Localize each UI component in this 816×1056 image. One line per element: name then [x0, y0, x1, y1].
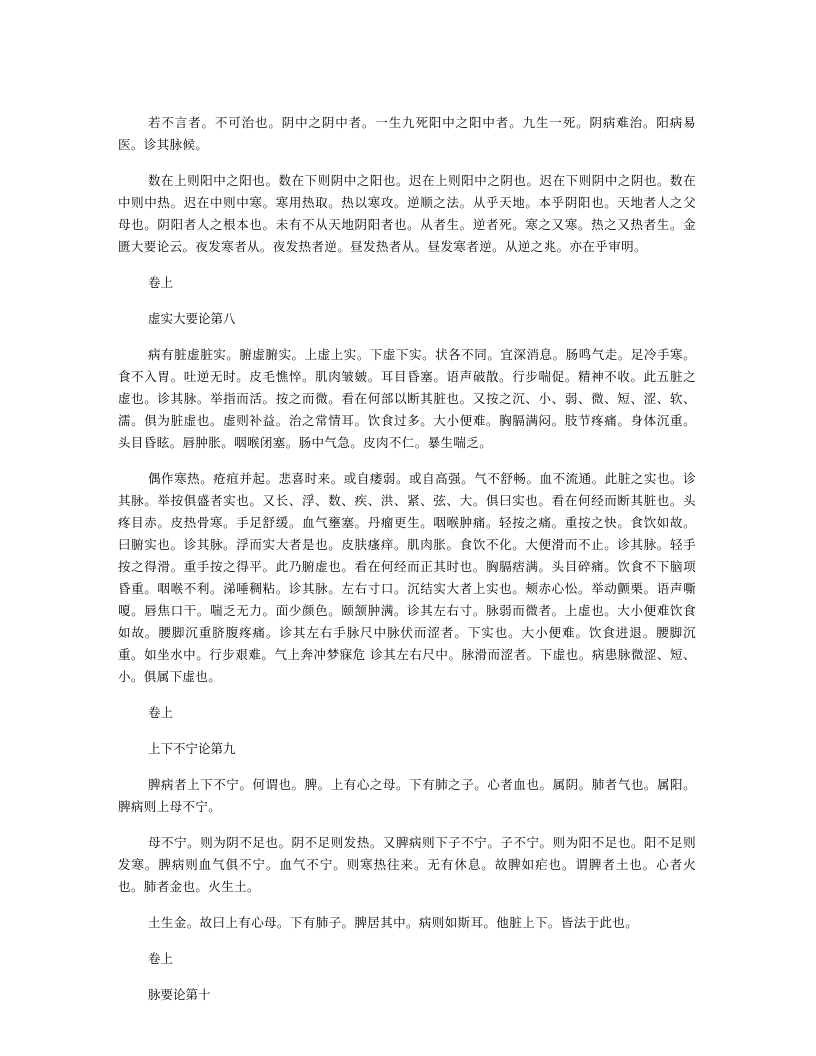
paragraph-5: 脾病者上下不宁。何谓也。脾。上有心之母。下有肺之子。心者血也。属阴。肺者气也。属阳。脾病则上母不宁。: [118, 777, 696, 814]
paragraph-gap: [118, 898, 696, 912]
paragraph-gap: [118, 294, 696, 308]
paragraph-3: 病有脏虚脏实。腑虚腑实。上虚上实。下虚下实。状各不同。宜深消息。肠鸣气走。足冷手寒。食不入胃。吐逆无时。皮毛憔悴。肌肉皱皴。耳目昏塞。语声破散。行步喘促。精神不收。此五脏之虚也。诊其脉。举指而活。按之而微。看在何部以断其脏也。又按之沉、小、弱、微、短、涩、软、濡。俱为脏虚也。虚则补益。治之常情耳。饮食过多。大小便难。胸膈满闷。肢节疼痛。身体沉重。头目昏眩。唇肿胀。咽喉闭塞。肠中气急。皮肉不仁。暴生喘乏。: [118, 347, 696, 450]
paragraph-gap: [118, 688, 696, 702]
paragraph-6: 母不宁。则为阴不足也。阴不足则发热。又脾病则下子不宁。子不宁。则为阳不足也。阳不足则发寒。脾病则血气俱不宁。血气不宁。则寒热往来。无有休息。故脾如疟也。谓脾者土也。心者火也。肺者金也。火生土。: [118, 835, 696, 894]
paragraph-7: 土生金。故曰上有心母。下有肺子。脾居其中。病则如斯耳。他脏上下。皆法于此也。: [148, 915, 639, 930]
paragraph-gap: [118, 330, 696, 344]
section-title-8: 虚实大要论第八: [148, 311, 236, 326]
paragraph-gap: [118, 156, 696, 170]
paragraph-gap: [118, 818, 696, 832]
document-page: [118, 112, 696, 1006]
volume-heading-2: 卷上: [148, 705, 174, 720]
section-title-9: 上下不宁论第九: [148, 741, 236, 756]
paragraph-1: 若不言者。不可治也。阴中之阴中者。一生九死阳中之阳中者。九生一死。阴病难治。阳病易医。诊其脉候。: [118, 115, 696, 152]
volume-heading-1: 卷上: [148, 275, 174, 290]
paragraph-gap: [118, 970, 696, 984]
paragraph-2: 数在上则阳中之阳也。数在下则阴中之阳也。迟在上则阳中之阴也。迟在下则阴中之阴也。数在中则中热。迟在中则中寒。寒用热取。热以寒攻。逆顺之法。从乎天地。本乎阴阳也。天地者人之父母也。阴阳者人之根本也。未有不从天地阴阳者也。从者生。逆者死。寒之又寒。热之又热者生。金匮大要论云。夜发寒者从。夜发热者逆。昼发热者从。昼发寒者逆。从逆之兆。亦在乎审明。: [118, 173, 696, 254]
section-title-10: 脉要论第十: [148, 987, 211, 1002]
paragraph-gap: [118, 934, 696, 948]
paragraph-gap: [118, 258, 696, 272]
volume-heading-3: 卷上: [148, 951, 174, 966]
paragraph-gap: [118, 454, 696, 468]
paragraph-gap: [118, 760, 696, 774]
paragraph-4: 偶作寒热。疮疽并起。悲喜时来。或自痿弱。或自高强。气不舒畅。血不流通。此脏之实也。诊其脉。举按俱盛者实也。又长、浮、数、疾、洪、紧、弦、大。俱曰实也。看在何经而断其脏也。头疼目赤。皮热骨寒。手足舒缓。血气壅塞。丹瘤更生。咽喉肿痛。轻按之痛。重按之快。食饮如故。曰腑实也。诊其脉。浮而实大者是也。皮肤瘙痒。肌肉胀。食饮不化。大便滑而不止。诊其脉。轻手按之得滑。重手按之得平。此乃腑虚也。看在何经而正其时也。胸膈痞满。头目碎痛。饮食不下脑项昏重。咽喉不利。涕唾稠粘。诊其脉。左右寸口。沉结实大者上实也。颊赤心忪。举动颤栗。语声嘶嗄。唇焦口干。喘乏无力。面少颜色。颐颔肿满。诊其左右寸。脉弱而微者。上虚也。大小便难饮食如故。腰脚沉重脐腹疼痛。诊其左右手脉尺中脉伏而涩者。下实也。大小便难。饮食进退。腰脚沉重。如坐水中。行步艰难。气上奔冲梦寐危 诊其左右尺中。脉滑而涩者。下虚也。病患脉微涩、短、小。俱属下虚也。: [118, 471, 696, 684]
paragraph-gap: [118, 724, 696, 738]
